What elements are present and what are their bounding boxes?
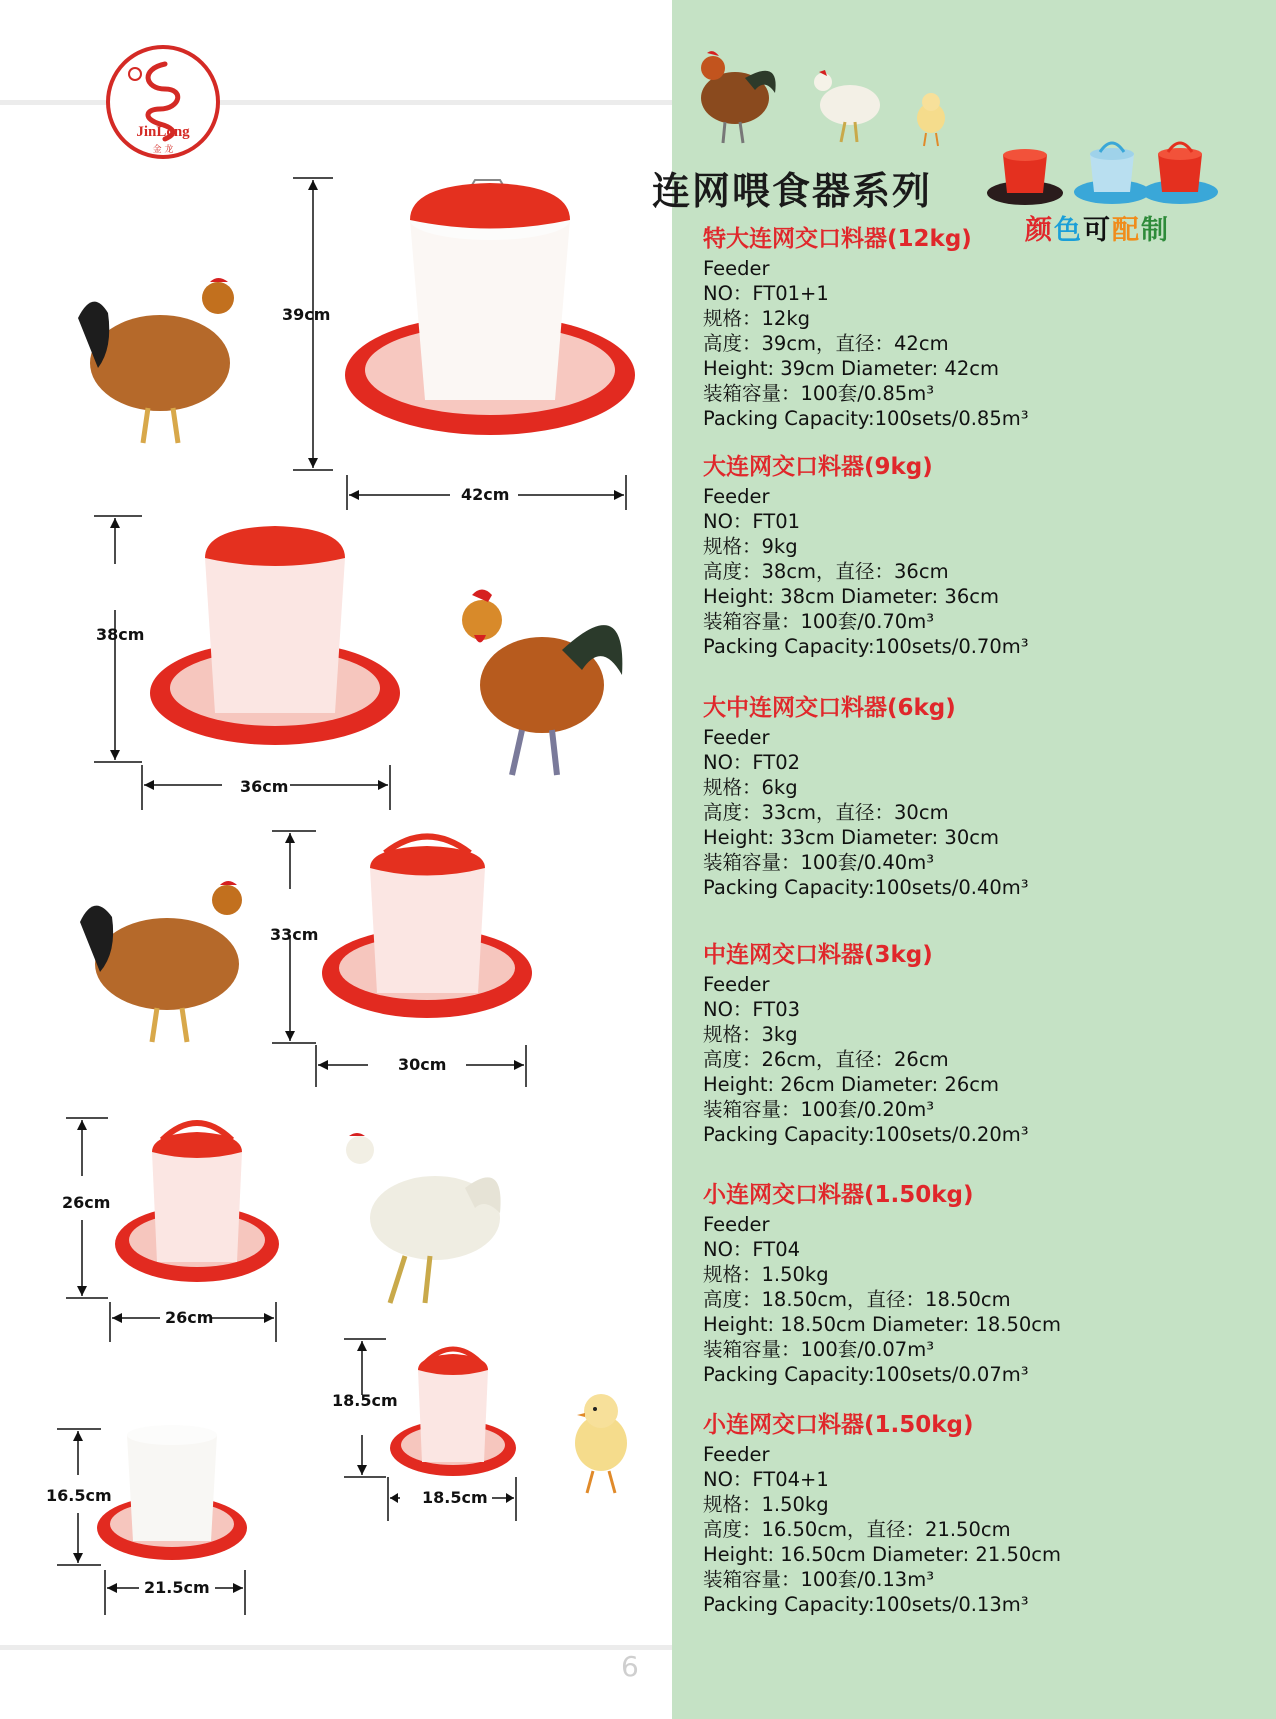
spec-block — [703, 224, 1263, 431]
spec-line: Height: 33cm Diameter: 30cm — [703, 826, 999, 849]
spec-line: Packing Capacity:100sets/0.20m³ — [703, 1123, 1029, 1146]
spec-line: 规格：1.50kg — [703, 1263, 829, 1286]
spec-line: NO：FT03 — [703, 998, 801, 1021]
feeder-variant-red-blue — [1140, 130, 1220, 210]
height-label: 18.5cm — [332, 1391, 398, 1410]
spec-line: 装箱容量：100套/0.85m³ — [703, 382, 935, 405]
series-title: 连网喂食器系列 — [652, 169, 933, 213]
spec-line: Height: 39cm Diameter: 42cm — [703, 357, 999, 380]
color-note-char: 配 — [1112, 215, 1139, 246]
top-divider — [0, 100, 672, 105]
spec-block — [703, 1410, 1263, 1617]
spec-line: Feeder — [703, 973, 770, 996]
width-label: 26cm — [165, 1308, 214, 1327]
spec-line: 高度：38cm，直径：36cm — [703, 560, 949, 583]
spec-line: 高度：26cm，直径：26cm — [703, 1048, 949, 1071]
spec-line: 装箱容量：100套/0.07m³ — [703, 1338, 935, 1361]
spec-line: NO：FT01+1 — [703, 282, 829, 305]
jinlong-logo — [105, 44, 221, 160]
product-name: 小连网交口料器(1.50kg) — [703, 1182, 974, 1208]
width-label: 21.5cm — [144, 1578, 210, 1597]
spec-line: NO：FT01 — [703, 510, 801, 533]
spec-line: Packing Capacity:100sets/0.85m³ — [703, 407, 1029, 430]
height-label: 38cm — [96, 625, 145, 644]
white-hen-photo — [335, 1128, 510, 1316]
spec-line: 装箱容量：100套/0.70m³ — [703, 610, 935, 633]
feeder-variant-red-black — [985, 135, 1065, 210]
product-name: 中连网交口料器(3kg) — [703, 942, 933, 968]
spec-line: Feeder — [703, 257, 770, 280]
spec-line: 规格：6kg — [703, 776, 798, 799]
spec-line: 装箱容量：100套/0.40m³ — [703, 851, 935, 874]
spec-block — [703, 693, 1263, 900]
color-note-char: 色 — [1054, 215, 1081, 246]
width-label: 36cm — [240, 777, 289, 796]
spec-line: Feeder — [703, 485, 770, 508]
spec-line: 规格：9kg — [703, 535, 798, 558]
spec-line: 规格：3kg — [703, 1023, 798, 1046]
width-label: 30cm — [398, 1055, 447, 1074]
spec-line: 规格：1.50kg — [703, 1493, 829, 1516]
product-name: 大连网交口料器(9kg) — [703, 454, 933, 480]
spec-line: NO：FT04+1 — [703, 1468, 829, 1491]
product-name: 大中连网交口料器(6kg) — [703, 695, 956, 721]
color-note-char: 可 — [1083, 215, 1110, 246]
dimension-lines-9kg — [92, 510, 402, 820]
spec-line: NO：FT02 — [703, 751, 801, 774]
bottom-divider — [0, 1645, 672, 1650]
dimension-lines-6kg — [268, 825, 538, 1090]
spec-line: 高度：39cm，直径：42cm — [703, 332, 949, 355]
width-label: 18.5cm — [422, 1488, 488, 1507]
height-label: 16.5cm — [46, 1486, 112, 1505]
spec-line: Packing Capacity:100sets/0.07m³ — [703, 1363, 1029, 1386]
product-name: 小连网交口料器(1.50kg) — [703, 1412, 974, 1438]
brown-hen-photo — [72, 872, 250, 1054]
spec-line: Packing Capacity:100sets/0.40m³ — [703, 876, 1029, 899]
white-hen-illustration-header — [805, 60, 887, 150]
spec-line: Height: 26cm Diameter: 26cm — [703, 1073, 999, 1096]
spec-line: NO：FT04 — [703, 1238, 801, 1261]
width-label: 42cm — [461, 485, 510, 504]
spec-line: Packing Capacity:100sets/0.70m³ — [703, 635, 1029, 658]
height-label: 33cm — [270, 925, 319, 944]
page-number: 6 — [621, 1650, 639, 1683]
chick-illustration-header — [910, 88, 952, 148]
spec-line: 规格：12kg — [703, 307, 810, 330]
spec-line: 高度：33cm，直径：30cm — [703, 801, 949, 824]
spec-line: Height: 16.50cm Diameter: 21.50cm — [703, 1543, 1061, 1566]
product-name: 特大连网交口料器(12kg) — [703, 226, 972, 252]
spec-block — [703, 940, 1263, 1147]
spec-line: Feeder — [703, 726, 770, 749]
brown-hen-photo — [68, 268, 240, 458]
dimension-lines-12kg — [270, 170, 640, 510]
spec-line: 装箱容量：100套/0.20m³ — [703, 1098, 935, 1121]
chick-photo — [565, 1385, 637, 1497]
rooster-photo — [452, 580, 632, 795]
svg-text:JinLong: JinLong — [136, 124, 190, 140]
color-note-char: 制 — [1141, 215, 1168, 246]
spec-line: Height: 18.50cm Diameter: 18.50cm — [703, 1313, 1061, 1336]
spec-block — [703, 452, 1263, 659]
spec-line: 高度：18.50cm，直径：18.50cm — [703, 1288, 1011, 1311]
spec-line: 装箱容量：100套/0.13m³ — [703, 1568, 935, 1591]
spec-line: 高度：16.50cm，直径：21.50cm — [703, 1518, 1011, 1541]
height-label: 39cm — [282, 305, 331, 324]
color-note-char: 颜 — [1025, 215, 1052, 246]
height-label: 26cm — [62, 1193, 111, 1212]
spec-line: Feeder — [703, 1443, 770, 1466]
spec-line: Packing Capacity:100sets/0.13m³ — [703, 1593, 1029, 1616]
rooster-illustration-header — [685, 38, 785, 150]
spec-block — [703, 1180, 1263, 1387]
spec-line: Height: 38cm Diameter: 36cm — [703, 585, 999, 608]
spec-line: Feeder — [703, 1213, 770, 1236]
svg-text:金 龙: 金 龙 — [152, 145, 174, 155]
